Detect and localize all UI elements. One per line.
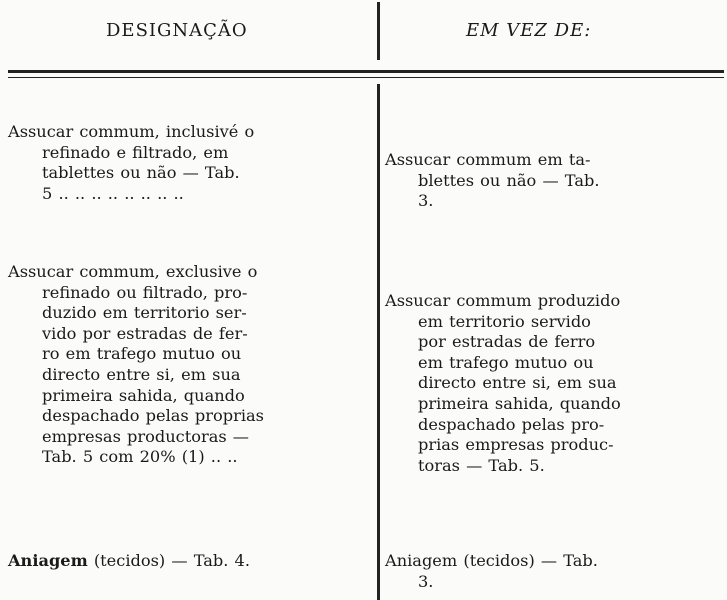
header-rule-thin — [8, 77, 724, 78]
text-line: Aniagem (tecidos) — Tab. — [385, 551, 598, 570]
column-divider — [377, 84, 380, 600]
text-line: blettes ou não — Tab. — [418, 170, 600, 190]
header-em-vez-de: EM VEZ DE: — [466, 20, 592, 41]
text-line: tablettes ou não — Tab. — [42, 163, 240, 183]
text-line: 3. — [418, 191, 434, 211]
text-line: directo entre si, em sua — [418, 373, 617, 393]
row-2-em-vez-de — [385, 291, 723, 476]
text-line: Assucar commum, exclusive o — [8, 262, 258, 281]
text-line — [8, 551, 373, 572]
row-3-em-vez-de — [385, 551, 723, 592]
text-line: Assucar commum produzido — [385, 291, 621, 310]
header-rule-thick — [8, 70, 724, 73]
designacao-rest: (tecidos) — Tab. 4. — [87, 551, 251, 570]
text-line: em trafego mutuo ou — [418, 352, 594, 372]
text-line: toras — Tab. 5. — [418, 455, 545, 475]
text-line: prias empresas produc- — [418, 435, 614, 455]
text-line: duzido em territorio ser- — [42, 303, 247, 323]
text-line: primeira sahida, quando — [42, 385, 245, 405]
text-line: empresas productoras — — [42, 426, 249, 446]
text-line: primeira sahida, quando — [418, 393, 621, 413]
text-line: 5 .. .. .. .. .. .. .. .. — [42, 183, 184, 203]
text-line: refinado ou filtrado, pro- — [42, 282, 248, 302]
text-line: Assucar commum, inclusivé o — [8, 122, 255, 141]
row-1-em-vez-de — [385, 150, 723, 212]
text-line: refinado e filtrado, em — [42, 142, 229, 162]
text-line: Assucar commum em ta- — [385, 150, 591, 169]
text-line: Tab. 5 com 20% (1) .. .. — [42, 447, 238, 467]
text-line: em territorio servido — [418, 311, 591, 331]
designacao-bold-term: Aniagem — [8, 551, 88, 570]
text-line: ro em trafego mutuo ou — [42, 344, 242, 364]
text-line: despachado pelas proprias — [42, 406, 264, 426]
row-1-designacao — [8, 122, 373, 204]
text-line: vido por estradas de fer- — [42, 323, 248, 343]
text-line: despachado pelas pro- — [418, 414, 605, 434]
column-divider-top — [377, 2, 380, 60]
header-designacao: DESIGNAÇÃO — [106, 20, 248, 41]
row-2-designacao — [8, 262, 373, 468]
text-line: directo entre si, em sua — [42, 364, 241, 384]
row-3-designacao — [8, 551, 373, 572]
text-line: por estradas de ferro — [418, 332, 596, 352]
text-line: 3. — [418, 571, 434, 591]
